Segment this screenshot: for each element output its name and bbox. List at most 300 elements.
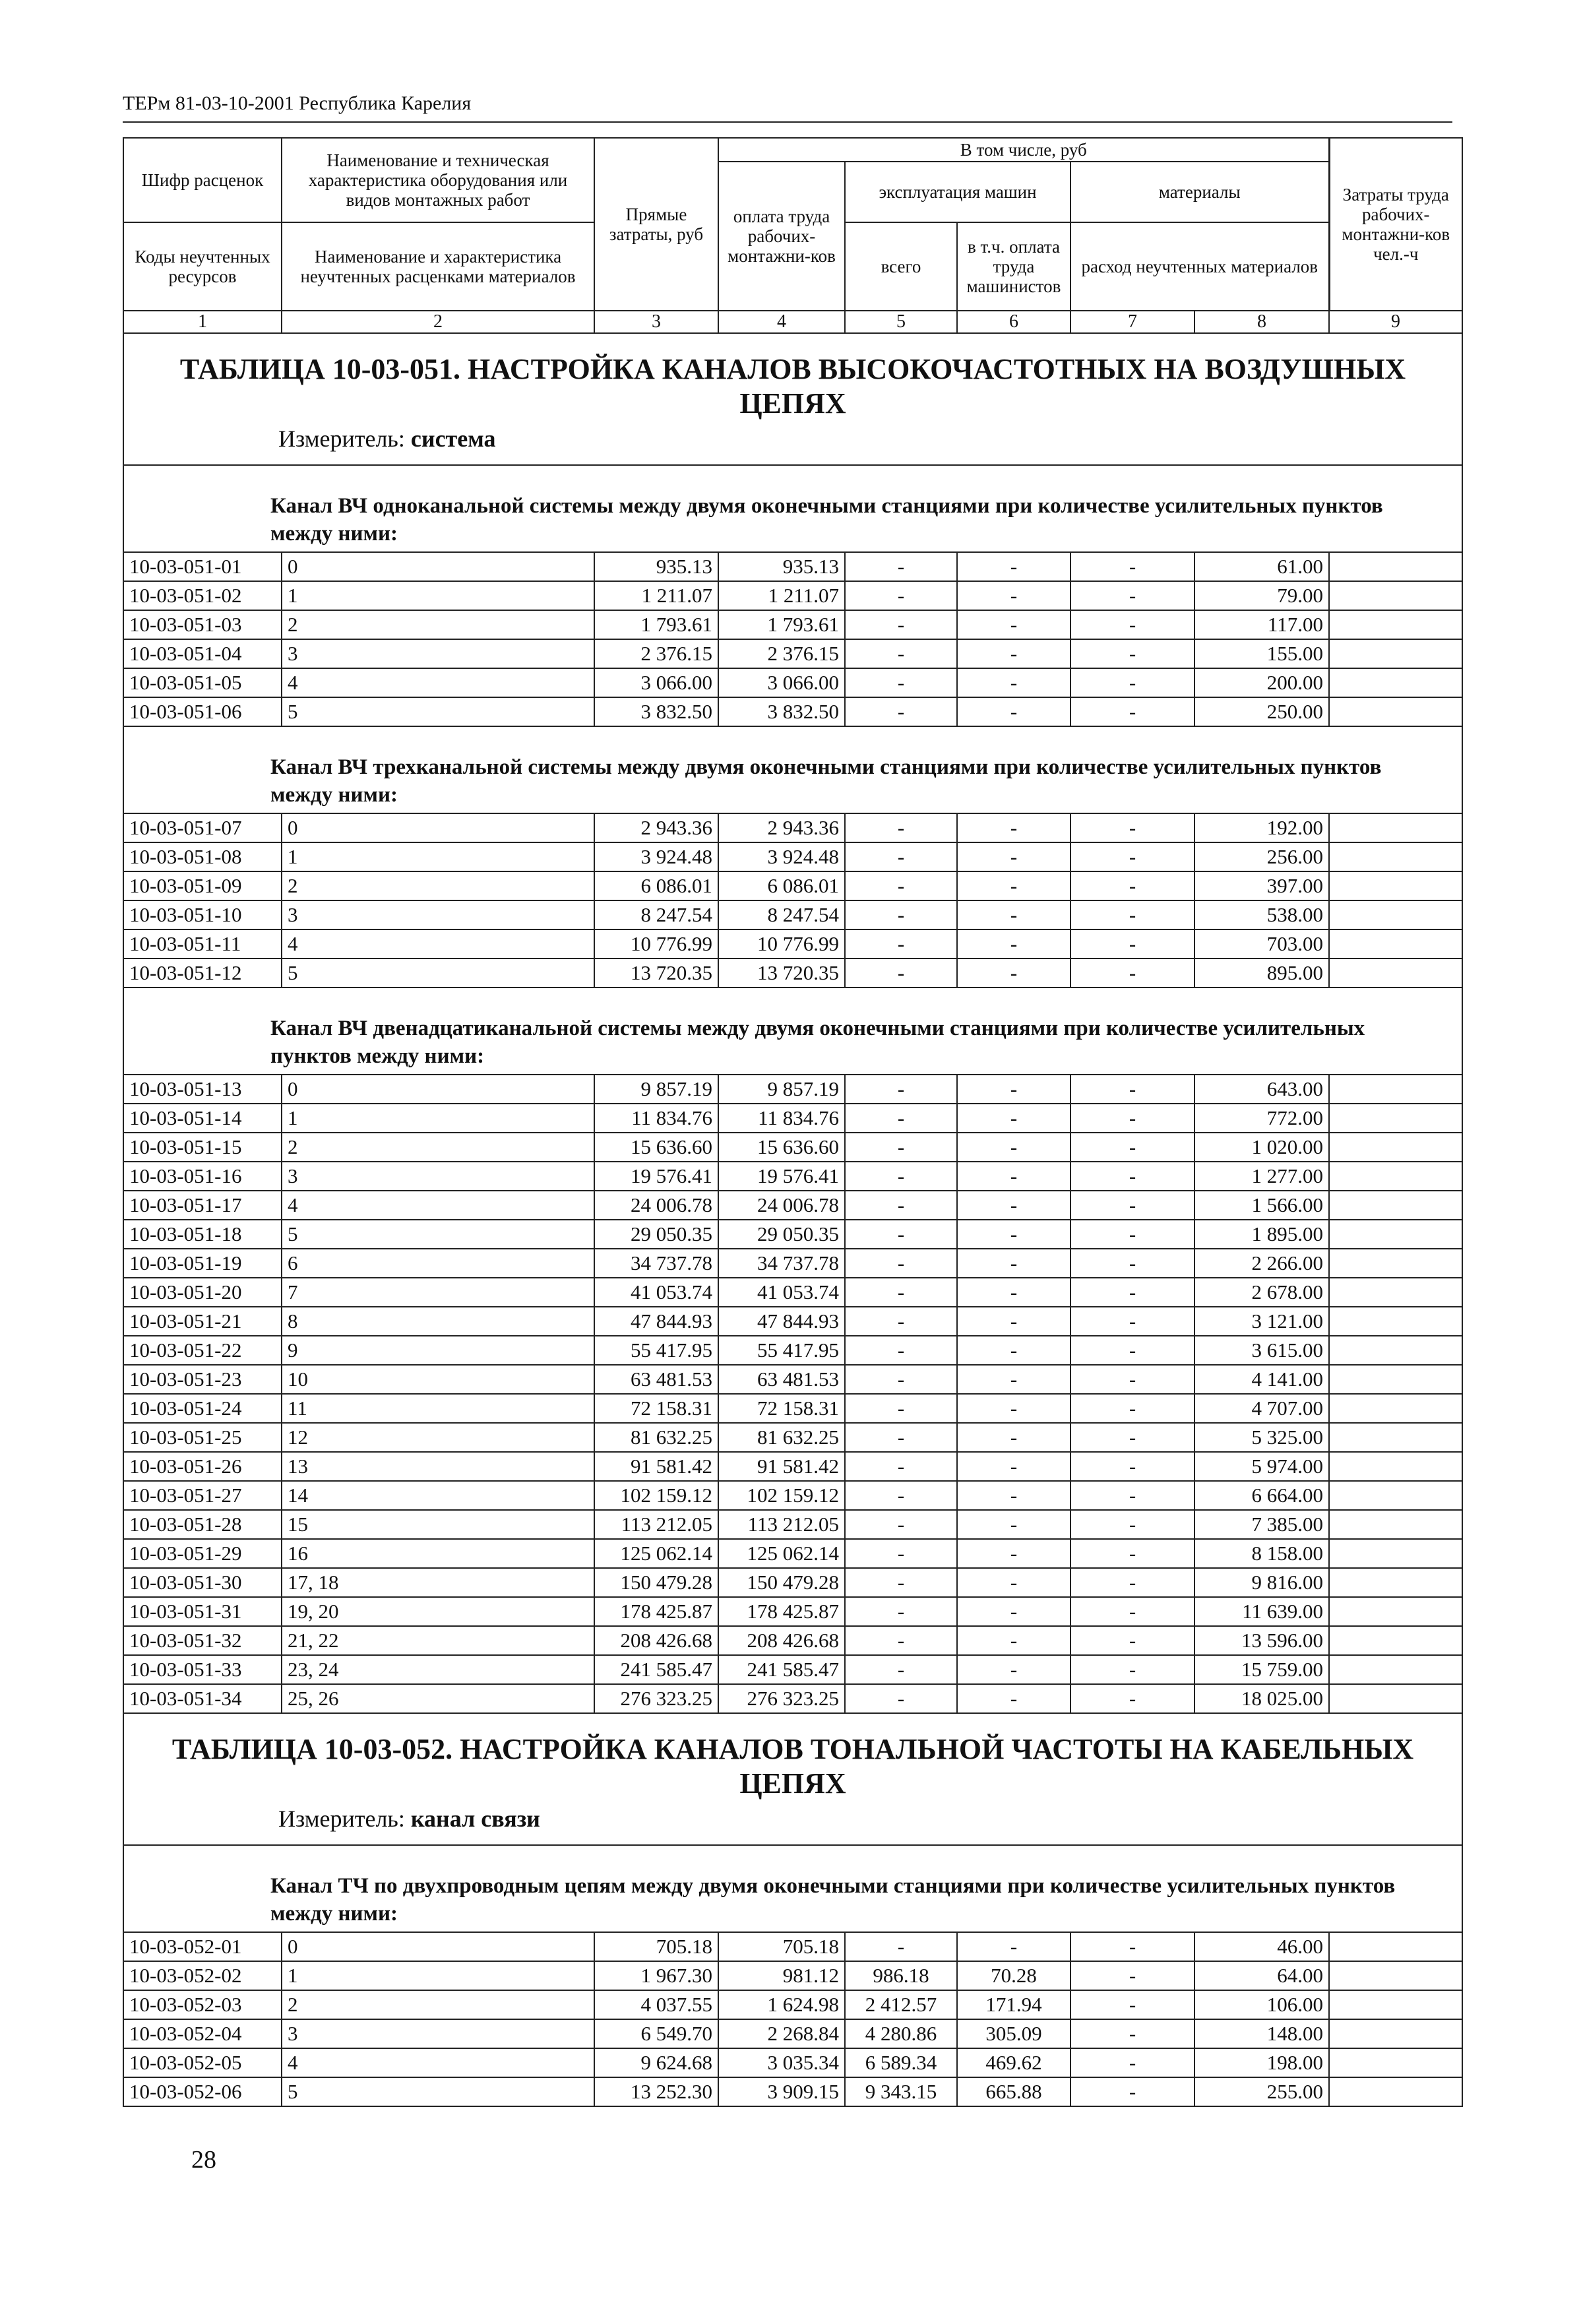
table-cell: -: [1070, 2077, 1194, 2106]
table-cell: -: [1070, 1133, 1194, 1162]
table-cell: -: [1070, 1191, 1194, 1220]
table-cell: 10-03-051-05: [123, 668, 282, 697]
table-cell: 64.00: [1194, 1961, 1329, 1990]
table-cell: 4 280.86: [845, 2019, 957, 2048]
table-cell: 703.00: [1194, 929, 1329, 958]
table-cell: -: [957, 1307, 1070, 1336]
measure-value: система: [410, 425, 496, 452]
table-cell: 9 816.00: [1194, 1568, 1329, 1597]
table-cell: 3 035.34: [718, 2048, 845, 2077]
table-cell: -: [957, 1365, 1070, 1394]
table-cell: -: [957, 871, 1070, 900]
table-cell: 8 158.00: [1194, 1539, 1329, 1568]
table-cell: [1329, 1481, 1462, 1510]
table-cell: [1329, 813, 1462, 842]
table-cell: -: [1070, 1597, 1194, 1626]
table-cell: 11 834.76: [718, 1104, 845, 1133]
table-cell: -: [957, 1423, 1070, 1452]
table-cell: 41 053.74: [718, 1278, 845, 1307]
table-row: [123, 813, 1462, 842]
table-cell: 469.62: [957, 2048, 1070, 2077]
table-cell: 1: [282, 581, 594, 610]
table-cell: [1329, 2077, 1462, 2106]
table-cell: 2: [282, 871, 594, 900]
table-cell: 256.00: [1194, 842, 1329, 871]
table-cell: [1329, 1452, 1462, 1481]
table-cell: 6 086.01: [594, 871, 718, 900]
table-cell: -: [1070, 1336, 1194, 1365]
table-cell: -: [845, 1626, 957, 1655]
table-cell: 72 158.31: [594, 1394, 718, 1423]
table-cell: -: [845, 668, 957, 697]
table-cell: -: [845, 929, 957, 958]
table-cell: -: [1070, 1961, 1194, 1990]
table-cell: -: [845, 871, 957, 900]
column-number: 6: [957, 311, 1070, 333]
table-row: [123, 1278, 1462, 1307]
column-number: 9: [1329, 311, 1462, 333]
table-cell: 895.00: [1194, 958, 1329, 988]
table-cell: [1329, 697, 1462, 726]
table-cell: 2 376.15: [594, 639, 718, 668]
table-cell: -: [1070, 929, 1194, 958]
table-cell: 23, 24: [282, 1655, 594, 1684]
table-cell: [1329, 842, 1462, 871]
table-row: [123, 958, 1462, 988]
table-cell: 200.00: [1194, 668, 1329, 697]
table-cell: 3 121.00: [1194, 1307, 1329, 1336]
table-row: [123, 1932, 1462, 1961]
table-cell: 10-03-051-06: [123, 697, 282, 726]
table-cell: 241 585.47: [718, 1655, 845, 1684]
table-cell: 10-03-052-01: [123, 1932, 282, 1961]
table-row: [123, 2077, 1462, 2106]
head-name-work: Наименование и техническая характеристика оборудования или видов монтажных работ: [282, 138, 594, 222]
table-cell: 10-03-051-34: [123, 1684, 282, 1713]
table-cell: -: [845, 552, 957, 581]
table-cell: 10-03-051-30: [123, 1568, 282, 1597]
table-cell: 47 844.93: [718, 1307, 845, 1336]
table-cell: 1 566.00: [1194, 1191, 1329, 1220]
table-cell: 10-03-051-13: [123, 1075, 282, 1104]
table-cell: 10-03-051-24: [123, 1394, 282, 1423]
table-cell: -: [1070, 581, 1194, 610]
table-cell: 10-03-051-29: [123, 1539, 282, 1568]
head-labor: Затраты труда рабочих-монтажни-ков чел.-ч: [1329, 138, 1462, 311]
table-cell: 81 632.25: [718, 1423, 845, 1452]
table-cell: 19 576.41: [594, 1162, 718, 1191]
table-cell: -: [845, 1365, 957, 1394]
section-lead: Канал ВЧ: [270, 1017, 368, 1040]
table-cell: 1 624.98: [718, 1990, 845, 2019]
table-cell: 0: [282, 552, 594, 581]
table-cell: -: [845, 1539, 957, 1568]
table-cell: [1329, 958, 1462, 988]
table-cell: -: [1070, 2048, 1194, 2077]
table-cell: -: [845, 1684, 957, 1713]
measure-unit: [140, 421, 1446, 459]
table-cell: 63 481.53: [594, 1365, 718, 1394]
table-cell: 10-03-051-10: [123, 900, 282, 929]
table-cell: 10-03-051-18: [123, 1220, 282, 1249]
table-row: [123, 929, 1462, 958]
table-row: [123, 2019, 1462, 2048]
table-cell: -: [845, 1597, 957, 1626]
column-number: 1: [123, 311, 282, 333]
table-cell: 10-03-052-05: [123, 2048, 282, 2077]
table-cell: -: [957, 958, 1070, 988]
table-cell: 538.00: [1194, 900, 1329, 929]
table-cell: 106.00: [1194, 1990, 1329, 2019]
table-cell: 55 417.95: [594, 1336, 718, 1365]
table-cell: -: [845, 842, 957, 871]
table-cell: 250.00: [1194, 697, 1329, 726]
table-cell: 3 066.00: [718, 668, 845, 697]
table-row: [123, 697, 1462, 726]
head-name-mat: Наименование и характеристика неучтенных расценками материалов: [282, 222, 594, 311]
table-row: [123, 1220, 1462, 1249]
table-cell: -: [1070, 1278, 1194, 1307]
table-cell: 10-03-051-33: [123, 1655, 282, 1684]
table-cell: 10-03-051-11: [123, 929, 282, 958]
table-cell: -: [845, 1423, 957, 1452]
table-cell: -: [957, 1162, 1070, 1191]
table-cell: -: [1070, 610, 1194, 639]
table-cell: -: [957, 610, 1070, 639]
table-row: [123, 668, 1462, 697]
table-cell: 665.88: [957, 2077, 1070, 2106]
table-cell: -: [845, 639, 957, 668]
table-cell: 10-03-051-17: [123, 1191, 282, 1220]
table-cell: 46.00: [1194, 1932, 1329, 1961]
table-cell: 10-03-051-20: [123, 1278, 282, 1307]
page-number: 28: [191, 2146, 216, 2174]
table-cell: -: [845, 813, 957, 842]
table-cell: [1329, 1394, 1462, 1423]
table-cell: 5: [282, 2077, 594, 2106]
table-cell: 148.00: [1194, 2019, 1329, 2048]
table-row: [123, 1162, 1462, 1191]
table-row: [123, 1365, 1462, 1394]
table-cell: 1 211.07: [718, 581, 845, 610]
table-cell: -: [1070, 958, 1194, 988]
table-cell: 10-03-051-19: [123, 1249, 282, 1278]
table-cell: -: [957, 581, 1070, 610]
table-row: [123, 1133, 1462, 1162]
table-cell: 55 417.95: [718, 1336, 845, 1365]
table-cell: -: [957, 900, 1070, 929]
table-cell: -: [1070, 842, 1194, 871]
section-text: двенадцатиканальной системы между двумя оконечными станциями при количестве усилительных пунктов между ними:: [270, 1017, 1365, 1068]
table-cell: 1: [282, 1961, 594, 1990]
table-cell: 6 664.00: [1194, 1481, 1329, 1510]
table-row: [123, 1961, 1462, 1990]
table-cell: -: [845, 581, 957, 610]
table-cell: 15 759.00: [1194, 1655, 1329, 1684]
table-cell: 10-03-051-25: [123, 1423, 282, 1452]
table-row: [123, 552, 1462, 581]
table-cell: -: [957, 1336, 1070, 1365]
table-cell: -: [1070, 1365, 1194, 1394]
table-cell: 15 636.60: [718, 1133, 845, 1162]
table-row: [123, 1191, 1462, 1220]
table-cell: 1 967.30: [594, 1961, 718, 1990]
table-cell: -: [1070, 1307, 1194, 1336]
table-cell: -: [957, 697, 1070, 726]
table-row: [123, 1597, 1462, 1626]
table-cell: 125 062.14: [718, 1539, 845, 1568]
column-number: 3: [594, 311, 718, 333]
head-materials: материалы: [1070, 162, 1329, 222]
table-cell: -: [957, 1191, 1070, 1220]
table-row: [123, 1249, 1462, 1278]
table-cell: [1329, 2019, 1462, 2048]
table-cell: 81 632.25: [594, 1423, 718, 1452]
table-cell: 1 793.61: [594, 610, 718, 639]
section-heading-row: [123, 726, 1462, 813]
table-cell: -: [957, 1104, 1070, 1133]
table-cell: [1329, 552, 1462, 581]
table-row: [123, 581, 1462, 610]
table-cell: -: [957, 813, 1070, 842]
table-cell: -: [957, 1655, 1070, 1684]
table-row: [123, 1510, 1462, 1539]
table-cell: 10-03-051-14: [123, 1104, 282, 1133]
table-cell: 10 776.99: [594, 929, 718, 958]
table-cell: 10-03-051-07: [123, 813, 282, 842]
table-cell: 70.28: [957, 1961, 1070, 1990]
table-cell: -: [845, 1162, 957, 1191]
table-cell: [1329, 639, 1462, 668]
table-cell: 24 006.78: [594, 1191, 718, 1220]
table-row: [123, 2048, 1462, 2077]
table-cell: -: [1070, 1162, 1194, 1191]
table-cell: -: [845, 697, 957, 726]
table-cell: -: [1070, 668, 1194, 697]
table-row: [123, 639, 1462, 668]
table-cell: 113 212.05: [594, 1510, 718, 1539]
table-cell: -: [845, 1568, 957, 1597]
table-cell: 4: [282, 929, 594, 958]
table-cell: [1329, 900, 1462, 929]
column-number: 8: [1194, 311, 1329, 333]
table-cell: 7: [282, 1278, 594, 1307]
table-cell: [1329, 1336, 1462, 1365]
table-cell: 0: [282, 1075, 594, 1104]
table-cell: -: [957, 1278, 1070, 1307]
table-cell: 935.13: [718, 552, 845, 581]
table-cell: 2 943.36: [594, 813, 718, 842]
table-cell: -: [957, 639, 1070, 668]
table-cell: -: [1070, 1452, 1194, 1481]
table-cell: [1329, 1510, 1462, 1539]
table-cell: -: [1070, 552, 1194, 581]
table-cell: 8 247.54: [594, 900, 718, 929]
table-cell: 3 832.50: [594, 697, 718, 726]
table-cell: 29 050.35: [594, 1220, 718, 1249]
table-cell: 10-03-052-06: [123, 2077, 282, 2106]
section-text: одноканальной системы между двумя оконечными станциями при количестве усилительных пунктов между ними:: [270, 494, 1383, 546]
table-cell: -: [1070, 871, 1194, 900]
table-cell: 9 857.19: [594, 1075, 718, 1104]
table-cell: 3 832.50: [718, 697, 845, 726]
table-cell: -: [1070, 1655, 1194, 1684]
table-cell: -: [1070, 1932, 1194, 1961]
table-cell: -: [1070, 639, 1194, 668]
table-cell: 208 426.68: [594, 1626, 718, 1655]
table-cell: 2: [282, 1990, 594, 2019]
table-cell: 2: [282, 610, 594, 639]
table-cell: -: [957, 1510, 1070, 1539]
table-cell: -: [957, 1684, 1070, 1713]
table-cell: -: [957, 552, 1070, 581]
table-cell: 276 323.25: [718, 1684, 845, 1713]
price-table-sheet: [123, 137, 1462, 2107]
table-cell: 772.00: [1194, 1104, 1329, 1133]
table-row: [123, 610, 1462, 639]
table-cell: 3: [282, 2019, 594, 2048]
table-cell: 21, 22: [282, 1626, 594, 1655]
table-cell: -: [957, 1133, 1070, 1162]
head-shifr: Шифр расценок: [123, 138, 282, 222]
table-cell: [1329, 929, 1462, 958]
table-cell: -: [957, 929, 1070, 958]
table-cell: 935.13: [594, 552, 718, 581]
table-cell: -: [957, 1075, 1070, 1104]
table-cell: [1329, 2048, 1462, 2077]
table-cell: [1329, 1220, 1462, 1249]
price-table: [123, 137, 1463, 2107]
table-cell: -: [845, 958, 957, 988]
table-title-row: [123, 333, 1462, 465]
table-cell: -: [957, 1394, 1070, 1423]
table-cell: 643.00: [1194, 1075, 1329, 1104]
head-incl-pay: в т.ч. оплата труда машинистов: [957, 222, 1070, 311]
table-cell: 17, 18: [282, 1568, 594, 1597]
table-cell: 13 720.35: [594, 958, 718, 988]
table-cell: 4 141.00: [1194, 1365, 1329, 1394]
table-cell: 2 412.57: [845, 1990, 957, 2019]
table-cell: 150 479.28: [718, 1568, 845, 1597]
table-cell: 10-03-051-26: [123, 1452, 282, 1481]
table-cell: 8 247.54: [718, 900, 845, 929]
table-cell: 3: [282, 900, 594, 929]
table-cell: -: [845, 1336, 957, 1365]
table-cell: 12: [282, 1423, 594, 1452]
table-row: [123, 1452, 1462, 1481]
table-cell: 1 895.00: [1194, 1220, 1329, 1249]
table-cell: -: [1070, 813, 1194, 842]
column-number-row: [123, 311, 1462, 333]
table-cell: 10-03-051-28: [123, 1510, 282, 1539]
table-cell: 171.94: [957, 1990, 1070, 2019]
table-cell: -: [845, 1394, 957, 1423]
table-cell: -: [845, 1452, 957, 1481]
table-cell: 10-03-051-22: [123, 1336, 282, 1365]
table-cell: 18 025.00: [1194, 1684, 1329, 1713]
measure-label: Измеритель:: [278, 1806, 405, 1832]
table-cell: 208 426.68: [718, 1626, 845, 1655]
table-cell: 3 924.48: [594, 842, 718, 871]
table-row: [123, 1684, 1462, 1713]
table-cell: [1329, 1932, 1462, 1961]
table-cell: -: [1070, 1539, 1194, 1568]
table-cell: [1329, 1365, 1462, 1394]
table-cell: -: [957, 1932, 1070, 1961]
table-cell: 3 615.00: [1194, 1336, 1329, 1365]
table-cell: 15 636.60: [594, 1133, 718, 1162]
table-cell: -: [845, 1191, 957, 1220]
table-row: [123, 1104, 1462, 1133]
table-cell: 3 909.15: [718, 2077, 845, 2106]
table-cell: -: [845, 1481, 957, 1510]
table-cell: [1329, 1597, 1462, 1626]
table-cell: -: [1070, 1568, 1194, 1597]
table-cell: -: [957, 1568, 1070, 1597]
head-machines: эксплуатация машин: [845, 162, 1070, 222]
table-cell: 34 737.78: [594, 1249, 718, 1278]
table-cell: -: [845, 1133, 957, 1162]
table-cell: 13: [282, 1452, 594, 1481]
table-cell: 11: [282, 1394, 594, 1423]
table-cell: 150 479.28: [594, 1568, 718, 1597]
section-text: трехканальной системы между двумя оконечными станциями при количестве усилительных пунктов между ними:: [270, 755, 1382, 807]
table-cell: 29 050.35: [718, 1220, 845, 1249]
table-cell: 6 589.34: [845, 2048, 957, 2077]
table-cell: 192.00: [1194, 813, 1329, 842]
table-cell: 11 639.00: [1194, 1597, 1329, 1626]
table-cell: 10-03-051-32: [123, 1626, 282, 1655]
table-cell: [1329, 1539, 1462, 1568]
table-cell: [1329, 581, 1462, 610]
table-cell: -: [957, 1220, 1070, 1249]
table-cell: -: [845, 900, 957, 929]
table-cell: 102 159.12: [594, 1481, 718, 1510]
table-cell: 3 066.00: [594, 668, 718, 697]
table-cell: -: [845, 1655, 957, 1684]
table-cell: 5 325.00: [1194, 1423, 1329, 1452]
table-cell: -: [845, 1075, 957, 1104]
table-cell: [1329, 1162, 1462, 1191]
table-cell: 125 062.14: [594, 1539, 718, 1568]
head-labor-pay: оплата труда рабочих-монтажни-ков: [718, 162, 845, 311]
section-lead: Канал ВЧ: [270, 494, 368, 518]
table-row: [123, 1481, 1462, 1510]
table-title: ТАБЛИЦА 10-03-051. НАСТРОЙКА КАНАЛОВ ВЫСОКОЧАСТОТНЫХ НА ВОЗДУШНЫХ ЦЕПЯХ: [179, 353, 1406, 420]
table-cell: -: [957, 1481, 1070, 1510]
table-cell: 2 678.00: [1194, 1278, 1329, 1307]
table-cell: 2 268.84: [718, 2019, 845, 2048]
table-cell: 47 844.93: [594, 1307, 718, 1336]
table-cell: -: [845, 1104, 957, 1133]
table-cell: 10-03-051-23: [123, 1365, 282, 1394]
table-cell: 5: [282, 1220, 594, 1249]
table-cell: 705.18: [718, 1932, 845, 1961]
table-cell: 13 596.00: [1194, 1626, 1329, 1655]
table-cell: 2 943.36: [718, 813, 845, 842]
table-cell: [1329, 610, 1462, 639]
table-cell: [1329, 1568, 1462, 1597]
table-row: [123, 1336, 1462, 1365]
table-row: [123, 1075, 1462, 1104]
table-cell: 9 343.15: [845, 2077, 957, 2106]
table-cell: [1329, 1990, 1462, 2019]
table-cell: 8: [282, 1307, 594, 1336]
column-number: 7: [1070, 311, 1194, 333]
table-cell: 113 212.05: [718, 1510, 845, 1539]
table-cell: 24 006.78: [718, 1191, 845, 1220]
table-cell: 1: [282, 842, 594, 871]
